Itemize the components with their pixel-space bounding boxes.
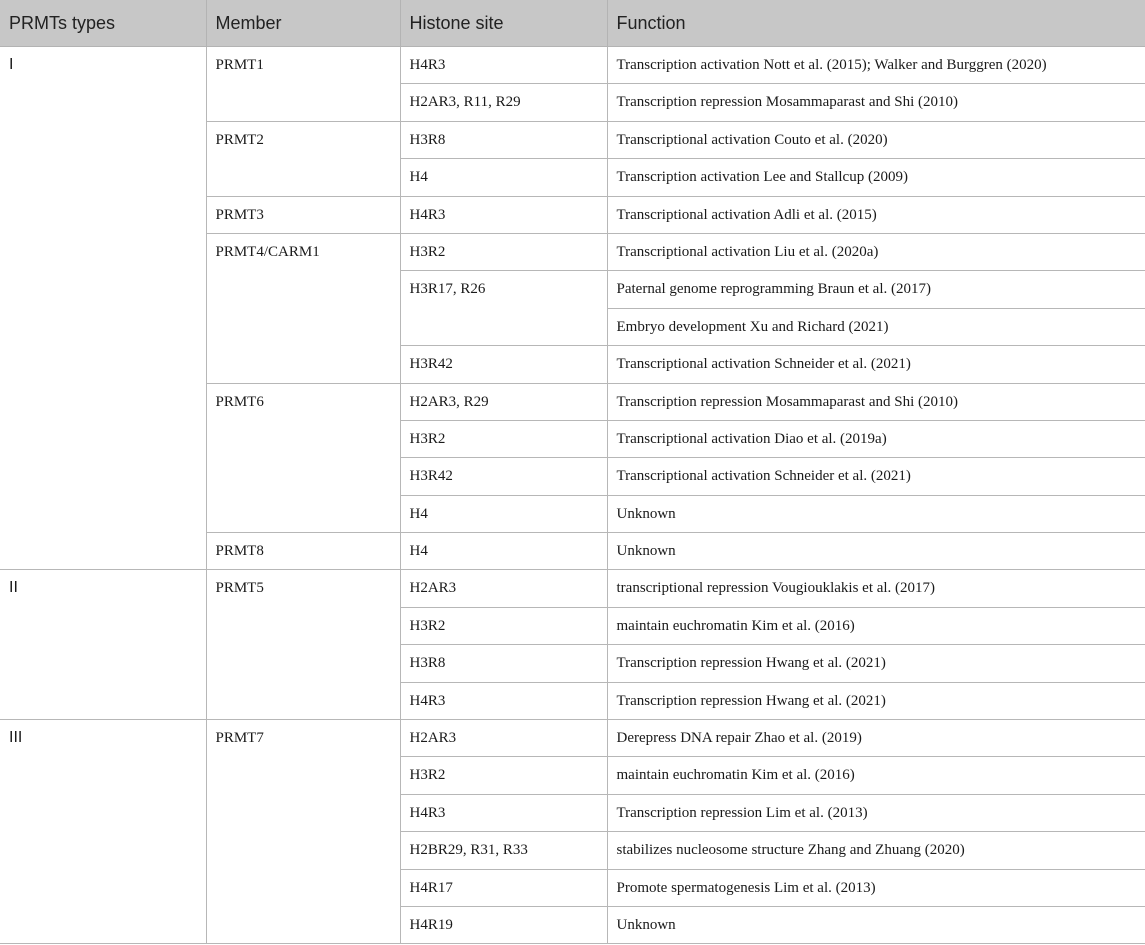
function-cell: Transcription activation Nott et al. (2015); Walker and Burggren (2020): [607, 47, 1145, 84]
function-cell: Transcription repression Hwang et al. (2021): [607, 682, 1145, 719]
function-cell: Transcription repression Mosammaparast and Shi (2010): [607, 84, 1145, 121]
function-cell: Promote spermatogenesis Lim et al. (2013): [607, 869, 1145, 906]
site-cell: H4: [400, 495, 607, 532]
function-cell: transcriptional repression Vougiouklakis et al. (2017): [607, 570, 1145, 607]
header-histone-site: Histone site: [400, 0, 607, 47]
site-cell: H2AR3, R29: [400, 383, 607, 420]
type-cell: I: [0, 47, 206, 570]
function-cell: Embryo development Xu and Richard (2021): [607, 308, 1145, 345]
member-cell: PRMT1: [206, 47, 400, 122]
table-row: [0, 720, 1145, 757]
function-cell: Transcription activation Lee and Stallcup (2009): [607, 159, 1145, 196]
header-member: Member: [206, 0, 400, 47]
member-cell: PRMT7: [206, 720, 400, 944]
function-cell: Transcriptional activation Schneider et al. (2021): [607, 458, 1145, 495]
site-cell: H2BR29, R31, R33: [400, 832, 607, 869]
site-cell: H3R8: [400, 645, 607, 682]
site-cell: H3R42: [400, 458, 607, 495]
function-cell: Transcriptional activation Liu et al. (2020a): [607, 233, 1145, 270]
function-cell: Transcription repression Mosammaparast and Shi (2010): [607, 383, 1145, 420]
function-cell: maintain euchromatin Kim et al. (2016): [607, 757, 1145, 794]
member-cell: PRMT8: [206, 533, 400, 570]
member-cell: PRMT6: [206, 383, 400, 533]
header-row: [0, 0, 1145, 47]
member-cell: PRMT2: [206, 121, 400, 196]
function-cell: Transcriptional activation Diao et al. (2019a): [607, 420, 1145, 457]
function-cell: Derepress DNA repair Zhao et al. (2019): [607, 720, 1145, 757]
function-cell: Transcriptional activation Schneider et al. (2021): [607, 346, 1145, 383]
site-cell: H3R2: [400, 757, 607, 794]
member-cell: PRMT5: [206, 570, 400, 720]
function-cell: Transcription repression Hwang et al. (2021): [607, 645, 1145, 682]
site-cell: H3R17, R26: [400, 271, 607, 346]
site-cell: H4R3: [400, 794, 607, 831]
function-cell: Paternal genome reprogramming Braun et al. (2017): [607, 271, 1145, 308]
function-cell: Unknown: [607, 533, 1145, 570]
site-cell: H2AR3: [400, 720, 607, 757]
site-cell: H3R2: [400, 607, 607, 644]
site-cell: H2AR3, R11, R29: [400, 84, 607, 121]
header-prmt-types: PRMTs types: [0, 0, 206, 47]
site-cell: H2AR3: [400, 570, 607, 607]
site-cell: H4R3: [400, 682, 607, 719]
member-cell: PRMT3: [206, 196, 400, 233]
function-cell: Transcriptional activation Couto et al. (2020): [607, 121, 1145, 158]
header-function: Function: [607, 0, 1145, 47]
site-cell: H4: [400, 159, 607, 196]
function-cell: maintain euchromatin Kim et al. (2016): [607, 607, 1145, 644]
site-cell: H4R17: [400, 869, 607, 906]
member-cell: PRMT4/CARM1: [206, 233, 400, 383]
site-cell: H4R19: [400, 906, 607, 943]
function-cell: stabilizes nucleosome structure Zhang and Zhuang (2020): [607, 832, 1145, 869]
function-cell: Transcriptional activation Adli et al. (2015): [607, 196, 1145, 233]
function-cell: Unknown: [607, 906, 1145, 943]
function-cell: Unknown: [607, 495, 1145, 532]
type-cell: II: [0, 570, 206, 720]
type-cell: III: [0, 720, 206, 944]
site-cell: H3R2: [400, 233, 607, 270]
function-cell: Transcription repression Lim et al. (2013): [607, 794, 1145, 831]
table-row: [0, 47, 1145, 84]
site-cell: H3R42: [400, 346, 607, 383]
table-row: [0, 570, 1145, 607]
site-cell: H3R8: [400, 121, 607, 158]
site-cell: H4: [400, 533, 607, 570]
site-cell: H3R2: [400, 420, 607, 457]
site-cell: H4R3: [400, 47, 607, 84]
site-cell: H4R3: [400, 196, 607, 233]
